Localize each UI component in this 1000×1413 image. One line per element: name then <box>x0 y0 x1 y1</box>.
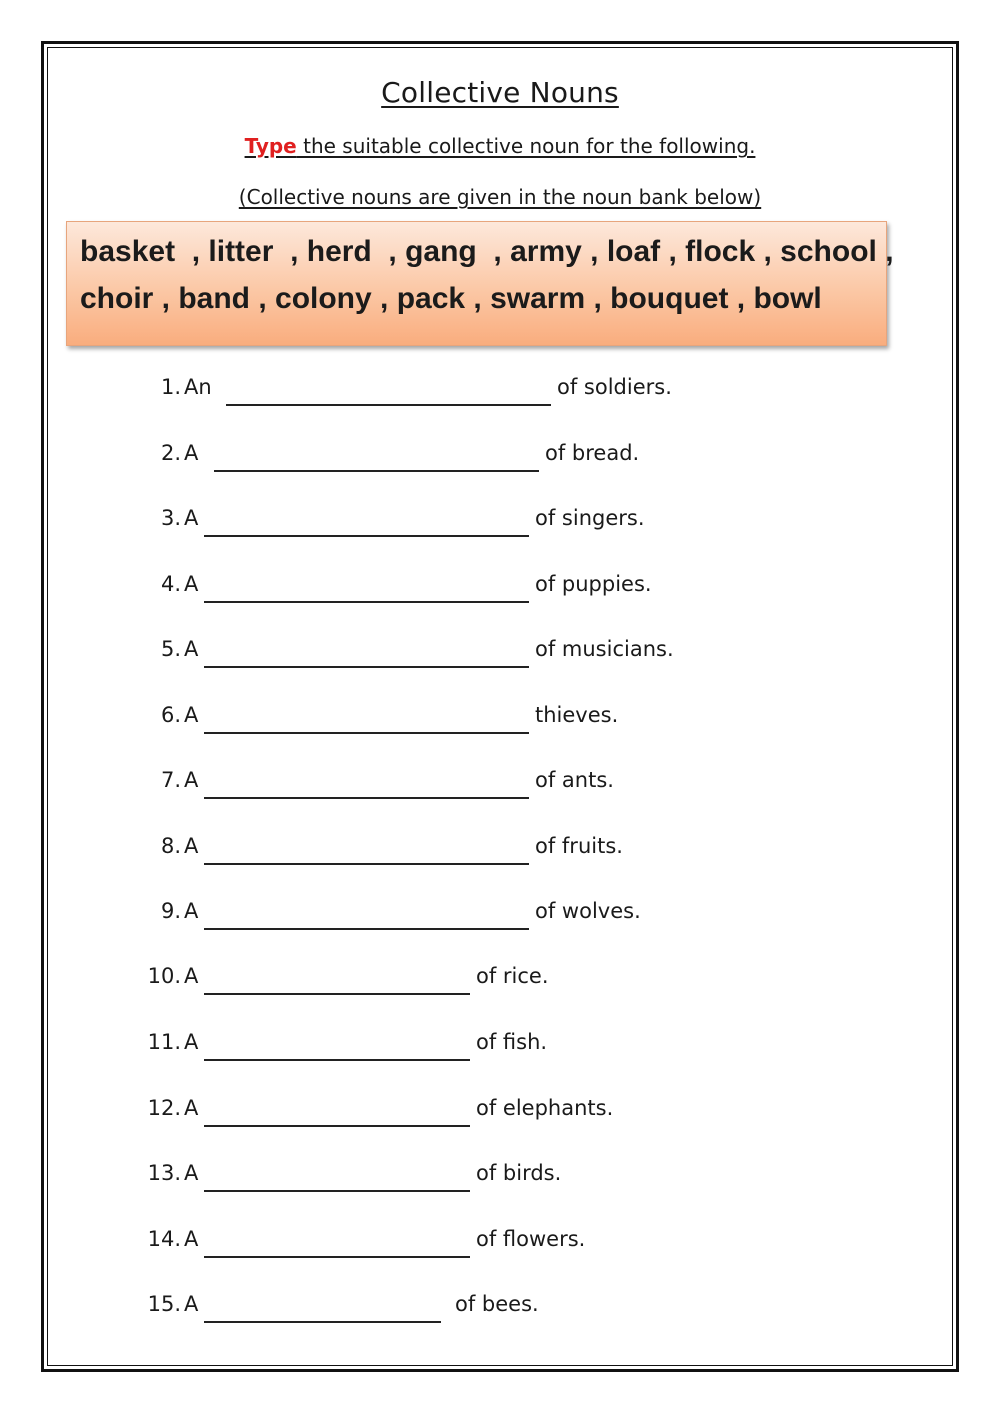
answer-input-12[interactable] <box>204 1103 470 1127</box>
noun-bank-line-1: basket , litter , herd , gang , army , loaf , flock , school , <box>80 235 894 268</box>
question-number: 7. <box>160 768 181 792</box>
question-number: 12. <box>147 1096 181 1120</box>
question-article: A <box>184 1096 199 1120</box>
question-article: An <box>184 375 212 399</box>
question-article: A <box>184 1161 199 1185</box>
question-article: A <box>184 1030 199 1054</box>
answer-input-5[interactable] <box>204 644 529 668</box>
question-row <box>144 569 652 599</box>
question-article: A <box>184 703 199 727</box>
answer-input-14[interactable] <box>204 1234 470 1258</box>
question-number: 11. <box>147 1030 181 1054</box>
question-row <box>144 896 641 926</box>
question-suffix: of fruits. <box>535 834 623 858</box>
question-article: A <box>184 506 199 530</box>
question-number: 14. <box>147 1227 181 1251</box>
question-article: A <box>184 572 199 596</box>
question-article: A <box>184 637 199 661</box>
question-suffix: of musicians. <box>535 637 674 661</box>
noun-bank <box>66 221 894 346</box>
question-row <box>144 634 674 664</box>
question-row <box>144 831 623 861</box>
question-article: A <box>184 441 199 465</box>
answer-input-3[interactable] <box>204 513 529 537</box>
question-number: 4. <box>160 572 181 596</box>
question-number: 15. <box>147 1292 181 1316</box>
question-row <box>144 438 639 468</box>
question-row <box>144 700 618 730</box>
question-suffix: of fish. <box>476 1030 548 1054</box>
instruction-text <box>0 134 1000 158</box>
answer-input-4[interactable] <box>204 579 529 603</box>
noun-bank-note: (Collective nouns are given in the noun bank below) <box>238 185 762 209</box>
answer-input-2[interactable] <box>214 448 539 472</box>
answer-input-8[interactable] <box>204 841 529 865</box>
question-number: 6. <box>160 703 181 727</box>
page-title: Collective Nouns <box>381 76 619 109</box>
question-row <box>144 1027 547 1057</box>
question-number: 1. <box>160 375 181 399</box>
noun-bank-line-2: choir , band , colony , pack , swarm , bouquet , bowl <box>80 282 822 315</box>
instruction-verb: Type <box>244 134 297 158</box>
instruction-rest: the suitable collective noun for the following. <box>296 134 756 158</box>
question-row <box>144 1224 585 1254</box>
question-number: 10. <box>147 964 181 988</box>
question-article: A <box>184 964 199 988</box>
question-article: A <box>184 768 199 792</box>
question-suffix: of puppies. <box>535 572 652 596</box>
answer-input-7[interactable] <box>204 775 529 799</box>
question-number: 3. <box>160 506 181 530</box>
question-suffix: of bees. <box>455 1292 539 1316</box>
answer-input-6[interactable] <box>204 710 529 734</box>
question-article: A <box>184 899 199 923</box>
question-row <box>144 1158 561 1188</box>
answer-input-15[interactable] <box>204 1299 441 1323</box>
question-article: A <box>184 834 199 858</box>
question-suffix: thieves. <box>535 703 619 727</box>
question-suffix: of birds. <box>476 1161 562 1185</box>
answer-input-10[interactable] <box>204 971 470 995</box>
question-number: 5. <box>160 637 181 661</box>
question-article: A <box>184 1227 199 1251</box>
question-suffix: of soldiers. <box>557 375 672 399</box>
question-row <box>144 1289 539 1319</box>
question-article: A <box>184 1292 199 1316</box>
question-row <box>144 503 645 533</box>
question-suffix: of bread. <box>545 441 640 465</box>
question-number: 13. <box>147 1161 181 1185</box>
question-row <box>144 961 549 991</box>
question-number: 9. <box>160 899 181 923</box>
answer-input-9[interactable] <box>204 906 529 930</box>
question-suffix: of elephants. <box>476 1096 614 1120</box>
question-row <box>144 372 672 402</box>
question-suffix: of flowers. <box>476 1227 586 1251</box>
question-suffix: of singers. <box>535 506 645 530</box>
answer-input-13[interactable] <box>204 1168 470 1192</box>
question-suffix: of rice. <box>476 964 549 988</box>
question-suffix: of wolves. <box>535 899 641 923</box>
question-number: 8. <box>160 834 181 858</box>
question-suffix: of ants. <box>535 768 614 792</box>
answer-input-1[interactable] <box>226 382 551 406</box>
answer-input-11[interactable] <box>204 1037 470 1061</box>
question-row <box>144 1093 613 1123</box>
question-row <box>144 765 614 795</box>
question-number: 2. <box>160 441 181 465</box>
